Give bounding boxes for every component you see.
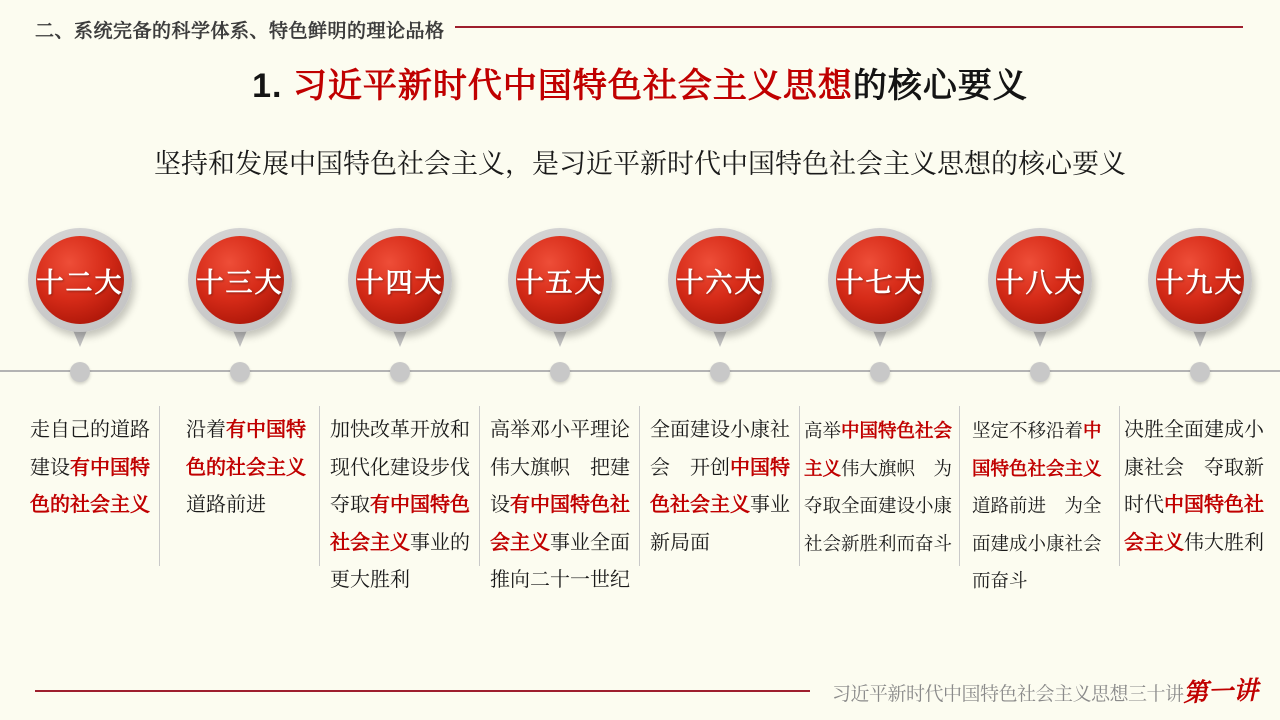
timeline-text [160,406,320,566]
highlighted-text: 中国特色社会 [841,420,953,441]
timeline-markers [0,228,1280,388]
balloon-circle [196,236,284,324]
congress-balloon [828,228,932,332]
plain-text: 面建成小康社会 [972,532,1102,554]
timeline-text-line [30,450,155,488]
balloon-circle [1156,236,1244,324]
timeline-dot [70,362,90,382]
plain-text: 坚定不移沿着 [972,420,1084,441]
timeline-item [800,228,960,388]
balloon-label: 十六大 [676,267,764,298]
timeline-text-line [330,412,475,450]
balloon-label: 十五大 [516,267,604,298]
footer-series-title: 习近平新时代中国特色社会主义思想三十讲 [832,684,1184,705]
timeline-text-line [330,450,475,488]
highlighted-text: 会主义 [1124,531,1184,554]
balloon-circle [996,236,1084,324]
balloon-label: 十九大 [1156,267,1244,298]
timeline-dot [1030,362,1050,382]
highlighted-text: 色的社会主义 [186,456,306,479]
plain-text: 会 开创 [650,456,730,479]
balloon-label: 十八大 [996,267,1084,298]
plain-text: 推向二十一世纪 [490,569,630,591]
section-header-line [455,26,1243,28]
footer-line [35,690,810,692]
timeline-text [800,406,960,566]
timeline-text-line [804,525,955,563]
congress-balloon [28,228,132,332]
timeline-text-line [1124,525,1276,563]
plain-text: 沿着 [186,419,226,441]
plain-text: 事业全面 [550,531,630,554]
timeline-text [960,406,1120,591]
balloon-circle [356,236,444,324]
timeline-text-line [490,562,635,600]
highlighted-text: 国特色社会主义 [972,457,1102,479]
plain-text: 高举 [804,420,842,441]
timeline-text-line [972,450,1115,488]
plain-text: 社会新胜利而奋斗 [804,532,953,554]
timeline-dot [230,362,250,382]
timeline-text-line [650,487,795,525]
highlighted-text: 色社会主义 [650,494,750,516]
plain-text: 伟大旗帜 把建 [490,456,630,479]
highlighted-text: 中国特 [730,456,790,479]
timeline-text-line [804,487,955,525]
timeline-dot [550,362,570,382]
timeline-item [320,228,480,388]
plain-text: 而奋斗 [972,570,1028,591]
timeline-text-line [972,525,1115,563]
title-prefix: 1. [252,67,293,105]
timeline-text-line [650,450,795,488]
timeline-text-line [30,487,155,525]
plain-text: 全面建设小康社 [650,419,790,441]
balloon-circle [516,236,604,324]
plain-text: 决胜全面建成小 [1124,419,1264,441]
timeline-text-line [972,562,1115,600]
plain-text: 伟大旗帜 为 [841,457,953,479]
timeline-text [640,406,800,566]
timeline-text-line [330,487,475,525]
timeline-item [640,228,800,388]
timeline-text-line [186,487,315,525]
timeline-text-line [186,412,315,450]
highlighted-text: 有中国特 [226,419,306,441]
plain-text: 时代 [1124,494,1164,516]
balloon-label: 十七大 [836,267,924,298]
plain-text: 加快改革开放和 [330,419,470,441]
timeline-text [480,406,640,591]
timeline-text-line [1124,412,1276,450]
timeline-text-line [804,450,955,488]
balloon-label: 十三大 [196,267,284,298]
timeline-text-line [30,412,155,450]
timeline-item [1120,228,1280,388]
plain-text: 道路前进 为全 [972,495,1102,516]
timeline-text-line [490,525,635,563]
subtitle: 坚持和发展中国特色社会主义，是习近平新时代中国特色社会主义思想的核心要义 [154,149,1126,179]
plain-text: 夺取 [330,494,370,516]
timeline-texts [0,406,1280,591]
highlighted-text: 有中国特色 [370,494,470,516]
timeline-text-line [490,450,635,488]
balloon-circle [36,236,124,324]
timeline-text-line [650,525,795,563]
timeline-dot [390,362,410,382]
plain-text: 现代化建设步伐 [330,456,470,479]
congress-balloon [188,228,292,332]
timeline-text-line [804,412,955,450]
highlighted-text: 有中国特 [70,456,150,479]
plain-text: 高举邓小平理论 [490,419,630,441]
timeline-item [960,228,1120,388]
balloon-circle [676,236,764,324]
highlighted-text: 主义 [804,457,842,479]
balloon-label: 十二大 [36,267,124,298]
timeline-item [480,228,640,388]
plain-text: 建设 [30,456,70,479]
congress-balloon [668,228,772,332]
plain-text: 新局面 [650,531,710,554]
timeline-text-line [972,412,1115,450]
highlighted-text: 中 [1083,420,1102,441]
highlighted-text: 有中国特色社 [510,494,630,516]
page-title [0,58,1280,107]
highlighted-text: 中国特色社 [1164,494,1264,516]
plain-text: 事业 [750,494,790,516]
congress-balloon [508,228,612,332]
timeline-text-line [330,562,475,600]
plain-text: 夺取全面建设小康 [804,495,953,516]
plain-text: 康社会 夺取新 [1124,456,1264,479]
timeline-item [0,228,160,388]
timeline-text [320,406,480,591]
balloon-circle [836,236,924,324]
timeline-text-line [1124,487,1276,525]
highlighted-text: 色的社会主义 [30,494,150,516]
timeline-text [1120,406,1280,566]
timeline-dot [870,362,890,382]
timeline-text-line [330,525,475,563]
balloon-label: 十四大 [356,267,444,298]
plain-text: 走自己的道路 [30,419,150,441]
timeline-dot [1190,362,1210,382]
congress-balloon [1148,228,1252,332]
highlighted-text: 社会主义 [330,531,410,554]
timeline-text-line [186,450,315,488]
plain-text: 事业的 [410,531,470,554]
plain-text: 更大胜利 [330,569,410,591]
plain-text: 设 [490,494,510,516]
timeline-text-line [650,412,795,450]
timeline-text-line [972,487,1115,525]
highlighted-text: 会主义 [490,531,550,554]
timeline-text-line [1124,450,1276,488]
plain-text: 道路前进 [186,494,266,516]
congress-balloon [988,228,1092,332]
timeline-text [0,406,160,566]
title-highlight: 习近平新时代中国特色社会主义思想 [292,67,853,105]
congress-balloon [348,228,452,332]
footer-lecture-badge: 第一讲 [1182,675,1259,708]
section-header: 二、系统完备的科学体系、特色鲜明的理论品格 [35,21,445,42]
timeline-dot [710,362,730,382]
plain-text: 伟大胜利 [1184,531,1264,554]
timeline-text-line [490,412,635,450]
timeline-text-line [490,487,635,525]
title-suffix: 的核心要义 [852,67,1028,105]
timeline-item [160,228,320,388]
